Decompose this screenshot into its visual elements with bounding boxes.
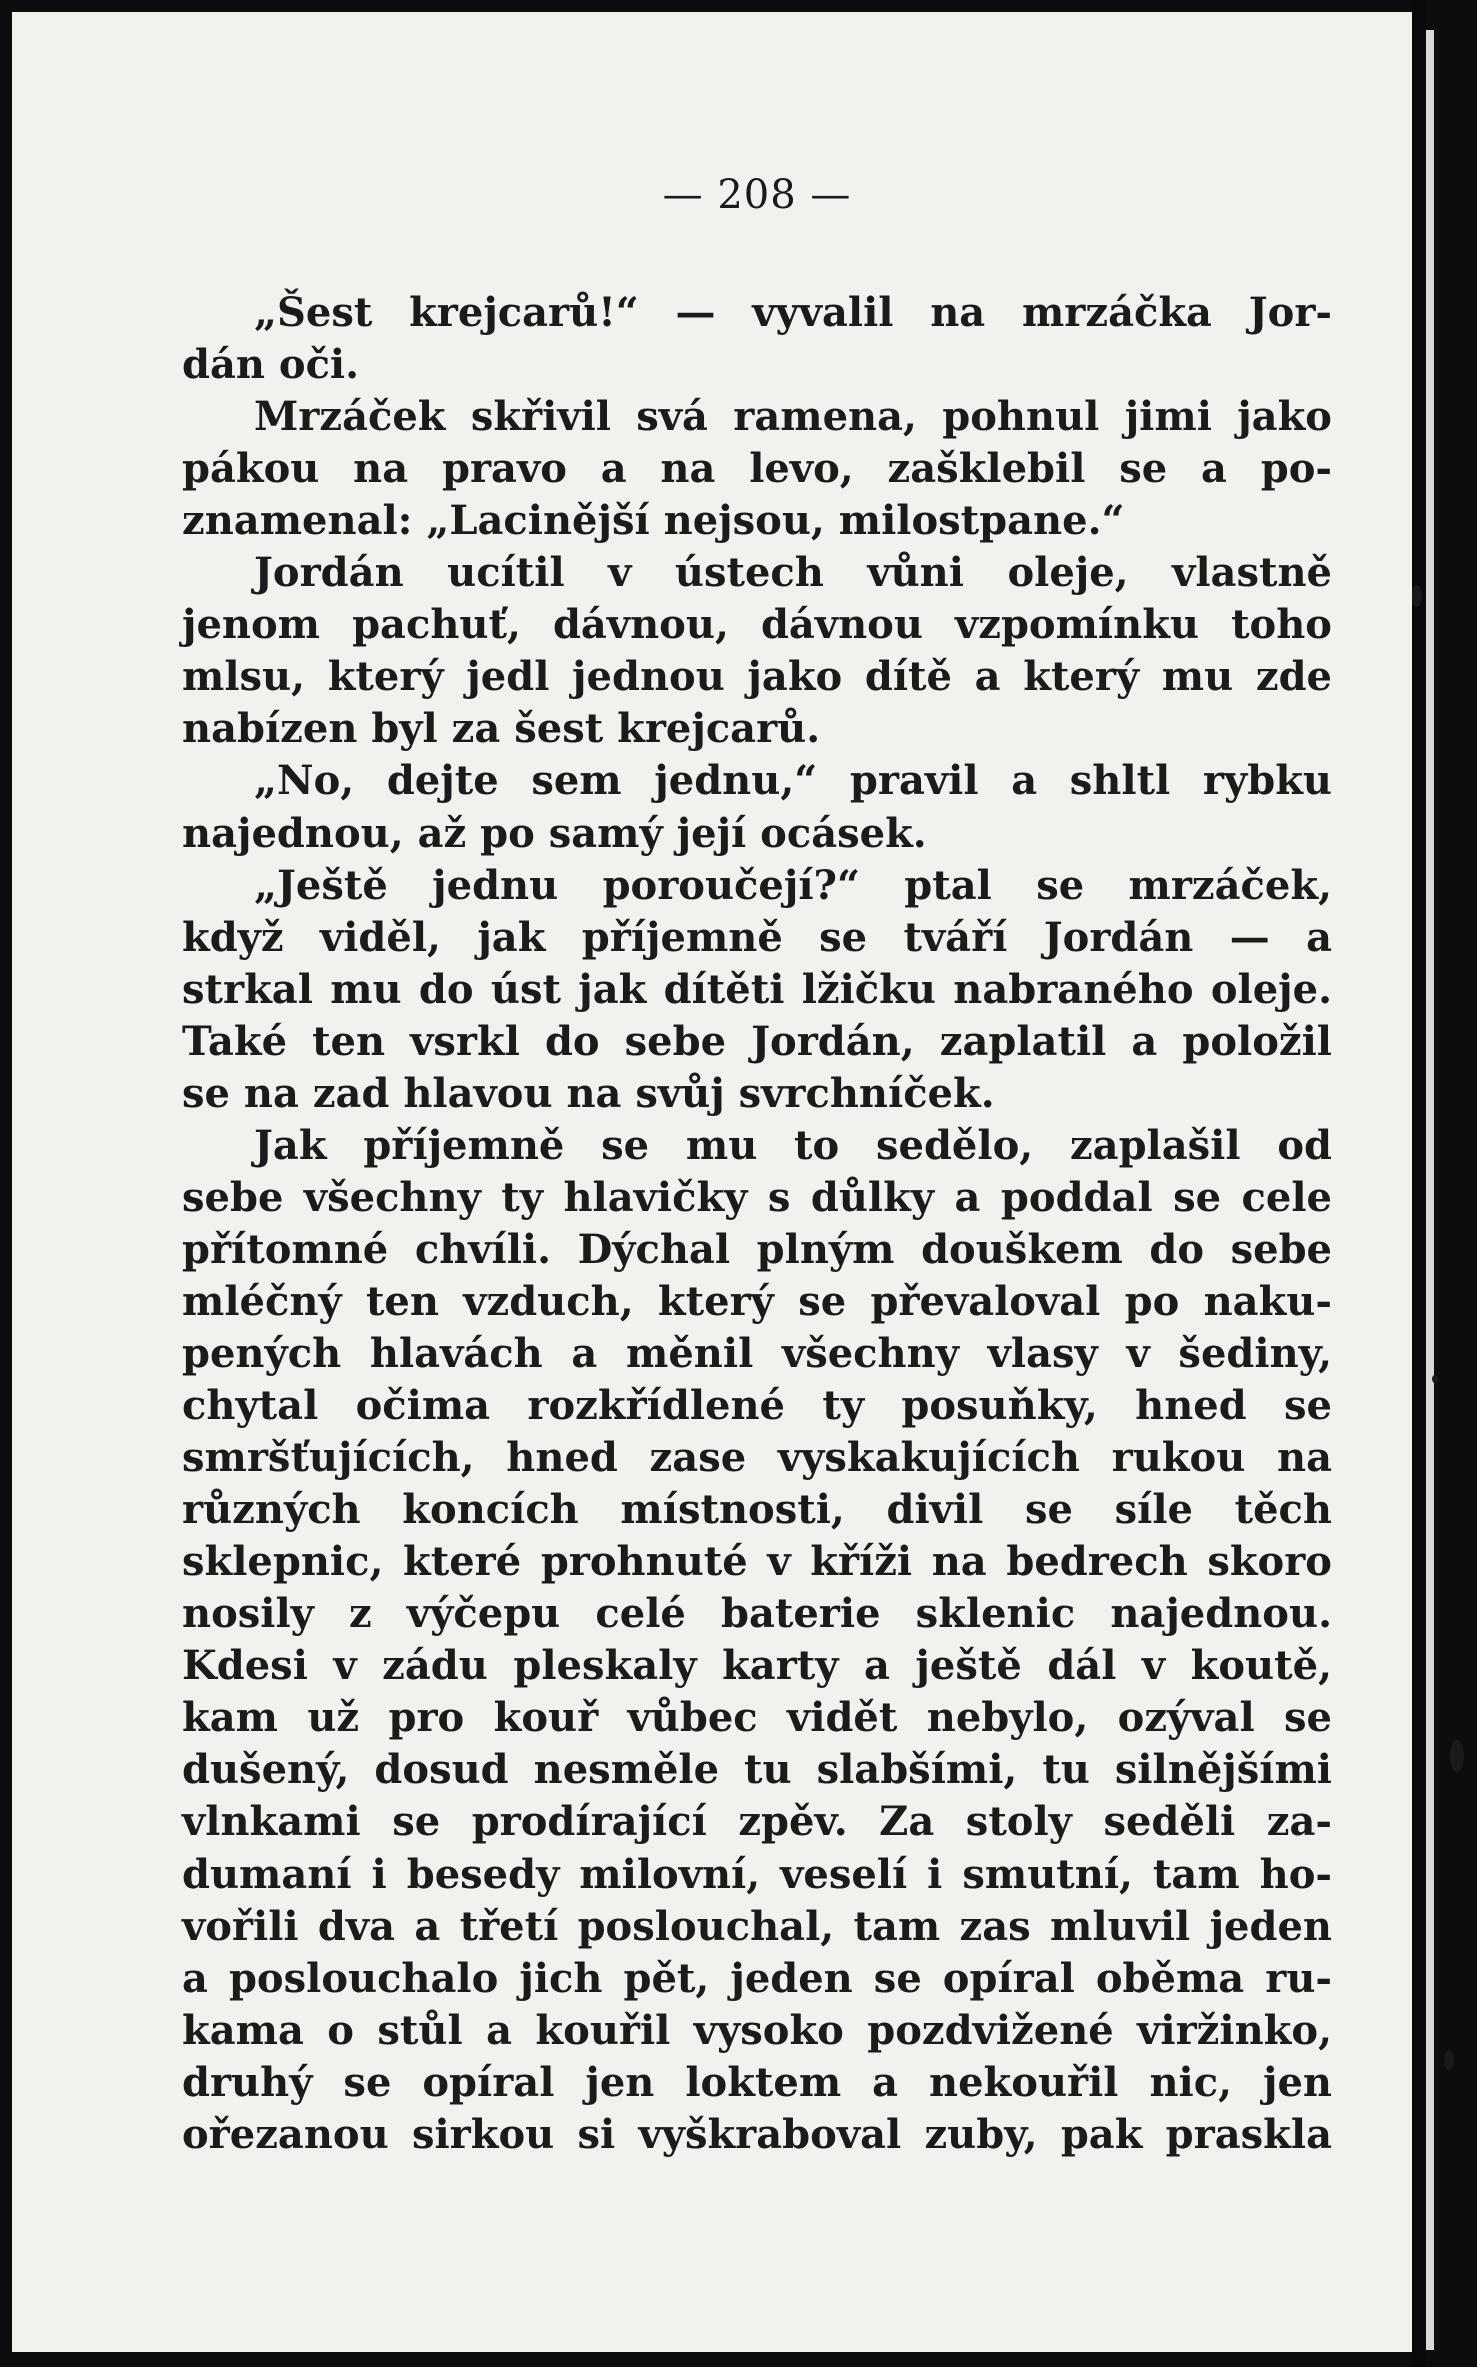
book-page <box>12 12 1412 2352</box>
text-line: vlnkami se prodírající zpěv. Za stoly seděli za- <box>182 1798 1332 1846</box>
text-line: Jak příjemně se mu to sedělo, zaplašil od <box>254 1121 1332 1169</box>
text-line: dumaní i besedy milovní, veselí i smutní, tam ho- <box>182 1850 1332 1898</box>
text-line: kam už pro kouř vůbec vidět nebylo, ozýval se <box>182 1694 1332 1742</box>
text-line: jenom pachuť, dávnou, dávnou vzpomínku toho <box>182 601 1332 649</box>
text-line: strkal mu do úst jak dítěti lžičku nabraného oleje. <box>182 965 1332 1013</box>
text-line: a poslouchalo jich pět, jeden se opíral oběma ru- <box>182 1954 1332 2002</box>
text-line: různých koncích místnosti, divil se síle těch <box>182 1486 1332 1534</box>
text-line: mlsu, který jedl jednou jako dítě a který mu zde <box>182 653 1332 701</box>
text-line: Také ten vsrkl do sebe Jordán, zaplatil a položil <box>182 1017 1332 1065</box>
ink-speck <box>1412 585 1422 607</box>
text-line: přítomné chvíli. Dýchal plným douškem do sebe <box>182 1225 1332 1273</box>
ink-speck <box>1450 1740 1464 1772</box>
text-line: znamenal: „Lacinější nejsou, milostpane.“ <box>182 497 1125 545</box>
text-line: nabízen byl za šest krejcarů. <box>182 705 821 753</box>
text-line: nosily z výčepu celé baterie sklenic najednou. <box>182 1590 1332 1638</box>
text-line: sklepnic, které prohnuté v kříži na bedrech skoro <box>182 1538 1332 1586</box>
text-line: Kdesi v zádu pleskaly karty a ještě dál v koutě, <box>182 1642 1332 1690</box>
page-edge-shadow <box>1412 0 1426 2367</box>
page-number: — 208 — <box>662 172 852 218</box>
text-line: dán oči. <box>182 341 360 389</box>
text-line: najednou, až po samý její ocásek. <box>182 809 927 857</box>
text-line: pákou na pravo a na levo, zašklebil se a po- <box>182 445 1332 493</box>
text-line: „Šest krejcarů!“ — vyvalil na mrzáčka Jor- <box>254 289 1332 336</box>
text-line: Mrzáček skřivil svá ramena, pohnul jimi jako <box>254 393 1332 441</box>
ink-speck <box>1432 1375 1438 1383</box>
text-line: dušený, dosud nesměle tu slabšími, tu silnějšími <box>182 1746 1332 1794</box>
text-line: „No, dejte sem jednu,“ pravil a shltl rybku <box>254 757 1332 805</box>
text-line: pených hlavách a měnil všechny vlasy v šediny, <box>182 1330 1332 1377</box>
text-line: „Ještě jednu poroučejí?“ ptal se mrzáček, <box>254 861 1332 909</box>
text-line: Jordán ucítil v ústech vůni oleje, vlastně <box>254 549 1332 597</box>
ink-speck <box>1444 2050 1454 2070</box>
text-line: mléčný ten vzduch, který se převaloval po naku- <box>182 1277 1332 1325</box>
text-line: druhý se opíral jen loktem a nekouřil nic, jen <box>182 2058 1332 2106</box>
text-line: ořezanou sirkou si vyškraboval zuby, pak praskla <box>182 2110 1332 2158</box>
next-page-edge <box>1426 30 1434 2350</box>
text-line: chytal očima rozkřídlené ty posuňky, hned se <box>182 1382 1332 1430</box>
text-line: se na zad hlavou na svůj svrchníček. <box>182 1069 995 1117</box>
text-line: vořili dva a třetí poslouchal, tam zas mluvil jeden <box>182 1902 1332 1950</box>
text-line: smršťujících, hned zase vyskakujících rukou na <box>182 1434 1332 1482</box>
text-line: kama o stůl a kouřil vysoko pozdvižené viržinko, <box>182 2006 1332 2054</box>
text-line: sebe všechny ty hlavičky s důlky a poddal se cele <box>182 1173 1332 1221</box>
text-line: když viděl, jak příjemně se tváří Jordán — a <box>182 913 1332 961</box>
